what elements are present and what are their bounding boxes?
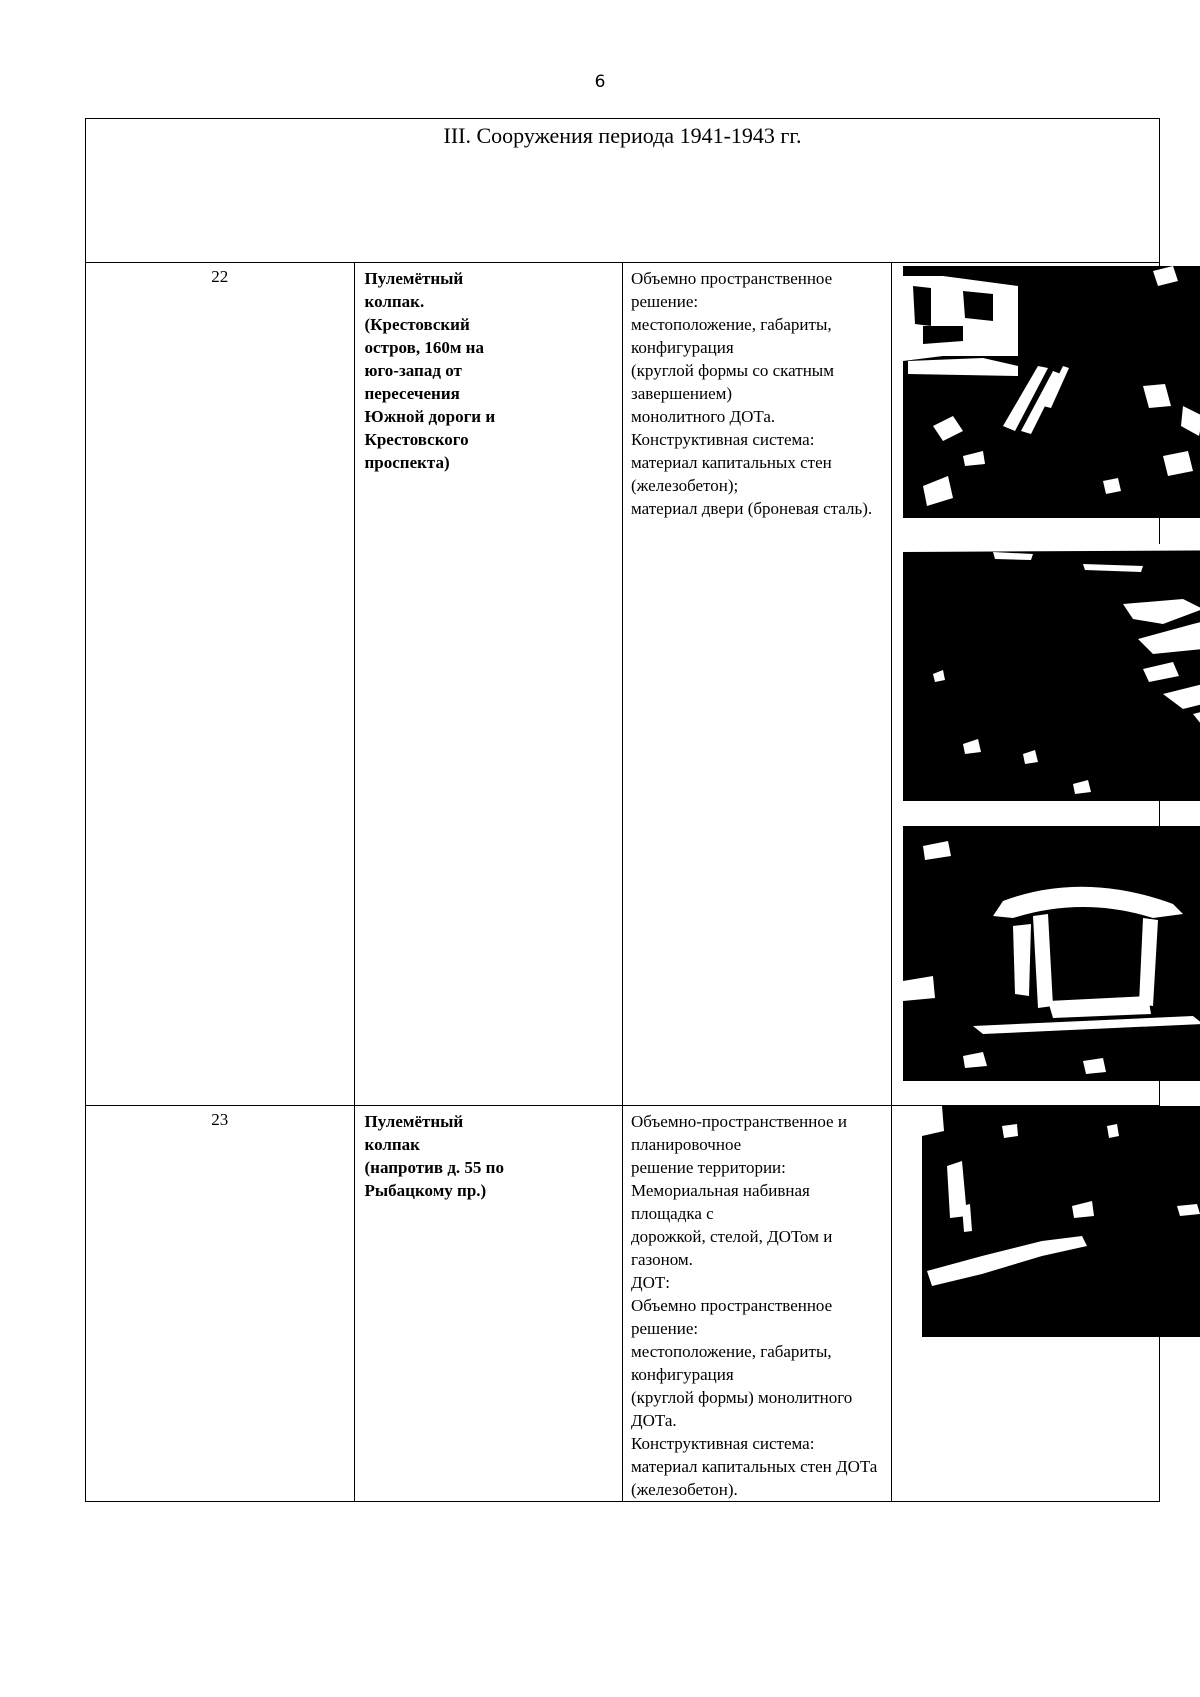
heritage-table	[85, 118, 1160, 1502]
section-header-row	[86, 119, 1160, 263]
photo-bunker-top	[903, 544, 1200, 801]
section-title: III. Сооружения периода 1941-1943 гг.	[443, 123, 802, 148]
object-name: Пулемётный колпак (напротив д. 55 по Рыбацкому пр.)	[364, 1112, 504, 1200]
photo-bunker-door	[903, 826, 1200, 1081]
object-description-cell	[623, 263, 892, 1106]
object-name: Пулемётный колпак. (Крестовский остров, 160м на юго-запад от пересечения Южной дороги и Крестовского проспекта)	[364, 269, 496, 472]
photo-memorial-site	[922, 1106, 1200, 1337]
object-name-cell	[354, 1106, 623, 1502]
photo-bunker-exterior	[903, 266, 1200, 518]
object-description: Объемно пространственное решение: местоположение, габариты, конфигурация (круглой формы со скатным завершением) монолитного ДОТа. Конструктивная система: материал капитальных стен (железобетон); материал двери (броневая сталь).	[631, 269, 873, 518]
section-header-cell	[86, 119, 1160, 263]
table-row	[86, 263, 1160, 1106]
page-number: 6	[594, 72, 606, 92]
object-name-cell	[354, 263, 623, 1106]
row-number: 22	[86, 263, 355, 1106]
photo-cell	[891, 263, 1160, 1106]
photo-cell	[891, 1106, 1160, 1502]
object-description: Объемно-пространственное и планировочное решение территории: Мемориальная набивная площадка с дорожкой, стелой, ДОТом и газоном. ДОТ: Объемно пространственное решение: местоположение, габариты, конфигурация (круглой формы) монолитного ДОТа. Конструктивная система: материал капитальных стен ДОТа (железобетон).	[631, 1112, 878, 1499]
object-description-cell	[623, 1106, 892, 1502]
row-number: 23	[86, 1106, 355, 1502]
table-row	[86, 1106, 1160, 1502]
